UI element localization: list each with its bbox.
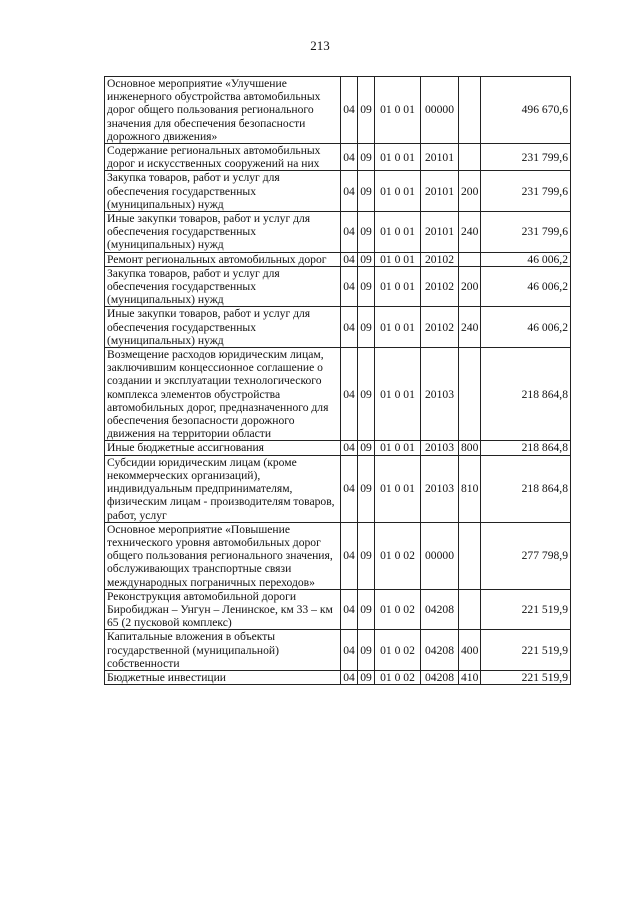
subsection-code: 09	[358, 670, 375, 684]
section-code: 04	[341, 77, 358, 144]
program-code: 01 0 01	[375, 212, 421, 253]
table-row	[105, 266, 571, 307]
amount: 221 519,9	[481, 589, 571, 630]
expense-code: 20101	[421, 171, 459, 212]
expense-type-code	[459, 144, 481, 171]
subsection-code: 09	[358, 441, 375, 455]
subsection-code: 09	[358, 144, 375, 171]
section-code: 04	[341, 630, 358, 671]
expense-code: 20102	[421, 266, 459, 307]
row-name: Основное мероприятие «Улучшение инженерного обустройства автомобильных дорог общего пользования регионального значения для обеспечения безопасности дорожного движения»	[105, 77, 341, 144]
expense-type-code: 200	[459, 171, 481, 212]
row-name: Капитальные вложения в объекты государственной (муниципальной) собственности	[105, 630, 341, 671]
expense-code: 20102	[421, 307, 459, 348]
table-row	[105, 252, 571, 266]
row-name: Субсидии юридическим лицам (кроме некоммерческих организаций), индивидуальным предпринимателям, физическим лицам - производителям товаров, работ, услуг	[105, 455, 341, 522]
table-row	[105, 670, 571, 684]
expense-code: 20103	[421, 455, 459, 522]
expense-type-code	[459, 252, 481, 266]
expense-code: 04208	[421, 670, 459, 684]
expense-type-code: 410	[459, 670, 481, 684]
expense-code: 00000	[421, 522, 459, 589]
expense-type-code: 240	[459, 307, 481, 348]
section-code: 04	[341, 348, 358, 441]
table-row	[105, 522, 571, 589]
row-name: Закупка товаров, работ и услуг для обеспечения государственных (муниципальных) нужд	[105, 171, 341, 212]
subsection-code: 09	[358, 455, 375, 522]
amount: 221 519,9	[481, 630, 571, 671]
subsection-code: 09	[358, 266, 375, 307]
section-code: 04	[341, 266, 358, 307]
expense-code: 00000	[421, 77, 459, 144]
section-code: 04	[341, 455, 358, 522]
program-code: 01 0 02	[375, 670, 421, 684]
expense-code: 20103	[421, 348, 459, 441]
row-name: Ремонт региональных автомобильных дорог	[105, 252, 341, 266]
expense-type-code: 240	[459, 212, 481, 253]
section-code: 04	[341, 441, 358, 455]
program-code: 01 0 01	[375, 171, 421, 212]
section-code: 04	[341, 252, 358, 266]
program-code: 01 0 02	[375, 630, 421, 671]
program-code: 01 0 01	[375, 441, 421, 455]
table-row	[105, 441, 571, 455]
table-row	[105, 171, 571, 212]
section-code: 04	[341, 670, 358, 684]
amount: 231 799,6	[481, 212, 571, 253]
row-name: Закупка товаров, работ и услуг для обеспечения государственных (муниципальных) нужд	[105, 266, 341, 307]
expense-type-code	[459, 522, 481, 589]
page-number: 213	[310, 38, 330, 53]
amount: 221 519,9	[481, 670, 571, 684]
row-name: Иные бюджетные ассигнования	[105, 441, 341, 455]
subsection-code: 09	[358, 307, 375, 348]
table-row	[105, 212, 571, 253]
program-code: 01 0 01	[375, 144, 421, 171]
expense-type-code: 810	[459, 455, 481, 522]
expense-type-code: 400	[459, 630, 481, 671]
row-name: Реконструкция автомобильной дороги Биробиджан – Унгун – Ленинское, км 33 – км 65 (2 пусковой комплекс)	[105, 589, 341, 630]
program-code: 01 0 01	[375, 455, 421, 522]
amount: 277 798,9	[481, 522, 571, 589]
expense-type-code	[459, 77, 481, 144]
expense-type-code	[459, 589, 481, 630]
row-name: Иные закупки товаров, работ и услуг для обеспечения государственных (муниципальных) нужд	[105, 307, 341, 348]
amount: 46 006,2	[481, 307, 571, 348]
expense-code: 04208	[421, 630, 459, 671]
table-row	[105, 77, 571, 144]
program-code: 01 0 01	[375, 252, 421, 266]
table-row	[105, 348, 571, 441]
amount: 46 006,2	[481, 252, 571, 266]
subsection-code: 09	[358, 252, 375, 266]
table-row	[105, 589, 571, 630]
row-name: Содержание региональных автомобильных дорог и искусственных сооружений на них	[105, 144, 341, 171]
subsection-code: 09	[358, 348, 375, 441]
amount: 231 799,6	[481, 171, 571, 212]
expense-code: 20103	[421, 441, 459, 455]
amount: 496 670,6	[481, 77, 571, 144]
amount: 218 864,8	[481, 441, 571, 455]
program-code: 01 0 01	[375, 266, 421, 307]
subsection-code: 09	[358, 630, 375, 671]
row-name: Иные закупки товаров, работ и услуг для обеспечения государственных (муниципальных) нужд	[105, 212, 341, 253]
section-code: 04	[341, 522, 358, 589]
program-code: 01 0 01	[375, 77, 421, 144]
row-name: Возмещение расходов юридическим лицам, заключившим концессионное соглашение о создании и эксплуатации технологического комплекса элементов обустройства автомобильных дорог, предназначенного для обеспечения безопасности дорожного движения на территории области	[105, 348, 341, 441]
section-code: 04	[341, 212, 358, 253]
expense-code: 20101	[421, 212, 459, 253]
table-row	[105, 630, 571, 671]
table-row	[105, 144, 571, 171]
subsection-code: 09	[358, 171, 375, 212]
expense-code: 20102	[421, 252, 459, 266]
expense-type-code: 800	[459, 441, 481, 455]
subsection-code: 09	[358, 212, 375, 253]
budget-table-body	[105, 77, 571, 685]
expense-type-code	[459, 348, 481, 441]
expense-code: 20101	[421, 144, 459, 171]
expense-code: 04208	[421, 589, 459, 630]
amount: 218 864,8	[481, 455, 571, 522]
row-name: Основное мероприятие «Повышение технического уровня автомобильных дорог общего пользования регионального значения, обслуживающих транспортные связи международных пограничных переходов»	[105, 522, 341, 589]
subsection-code: 09	[358, 522, 375, 589]
section-code: 04	[341, 171, 358, 212]
table-row	[105, 307, 571, 348]
amount: 218 864,8	[481, 348, 571, 441]
section-code: 04	[341, 144, 358, 171]
amount: 46 006,2	[481, 266, 571, 307]
row-name: Бюджетные инвестиции	[105, 670, 341, 684]
program-code: 01 0 02	[375, 589, 421, 630]
program-code: 01 0 01	[375, 307, 421, 348]
program-code: 01 0 01	[375, 348, 421, 441]
program-code: 01 0 02	[375, 522, 421, 589]
section-code: 04	[341, 589, 358, 630]
amount: 231 799,6	[481, 144, 571, 171]
expense-type-code: 200	[459, 266, 481, 307]
subsection-code: 09	[358, 589, 375, 630]
subsection-code: 09	[358, 77, 375, 144]
section-code: 04	[341, 307, 358, 348]
table-row	[105, 455, 571, 522]
budget-table	[104, 76, 571, 685]
